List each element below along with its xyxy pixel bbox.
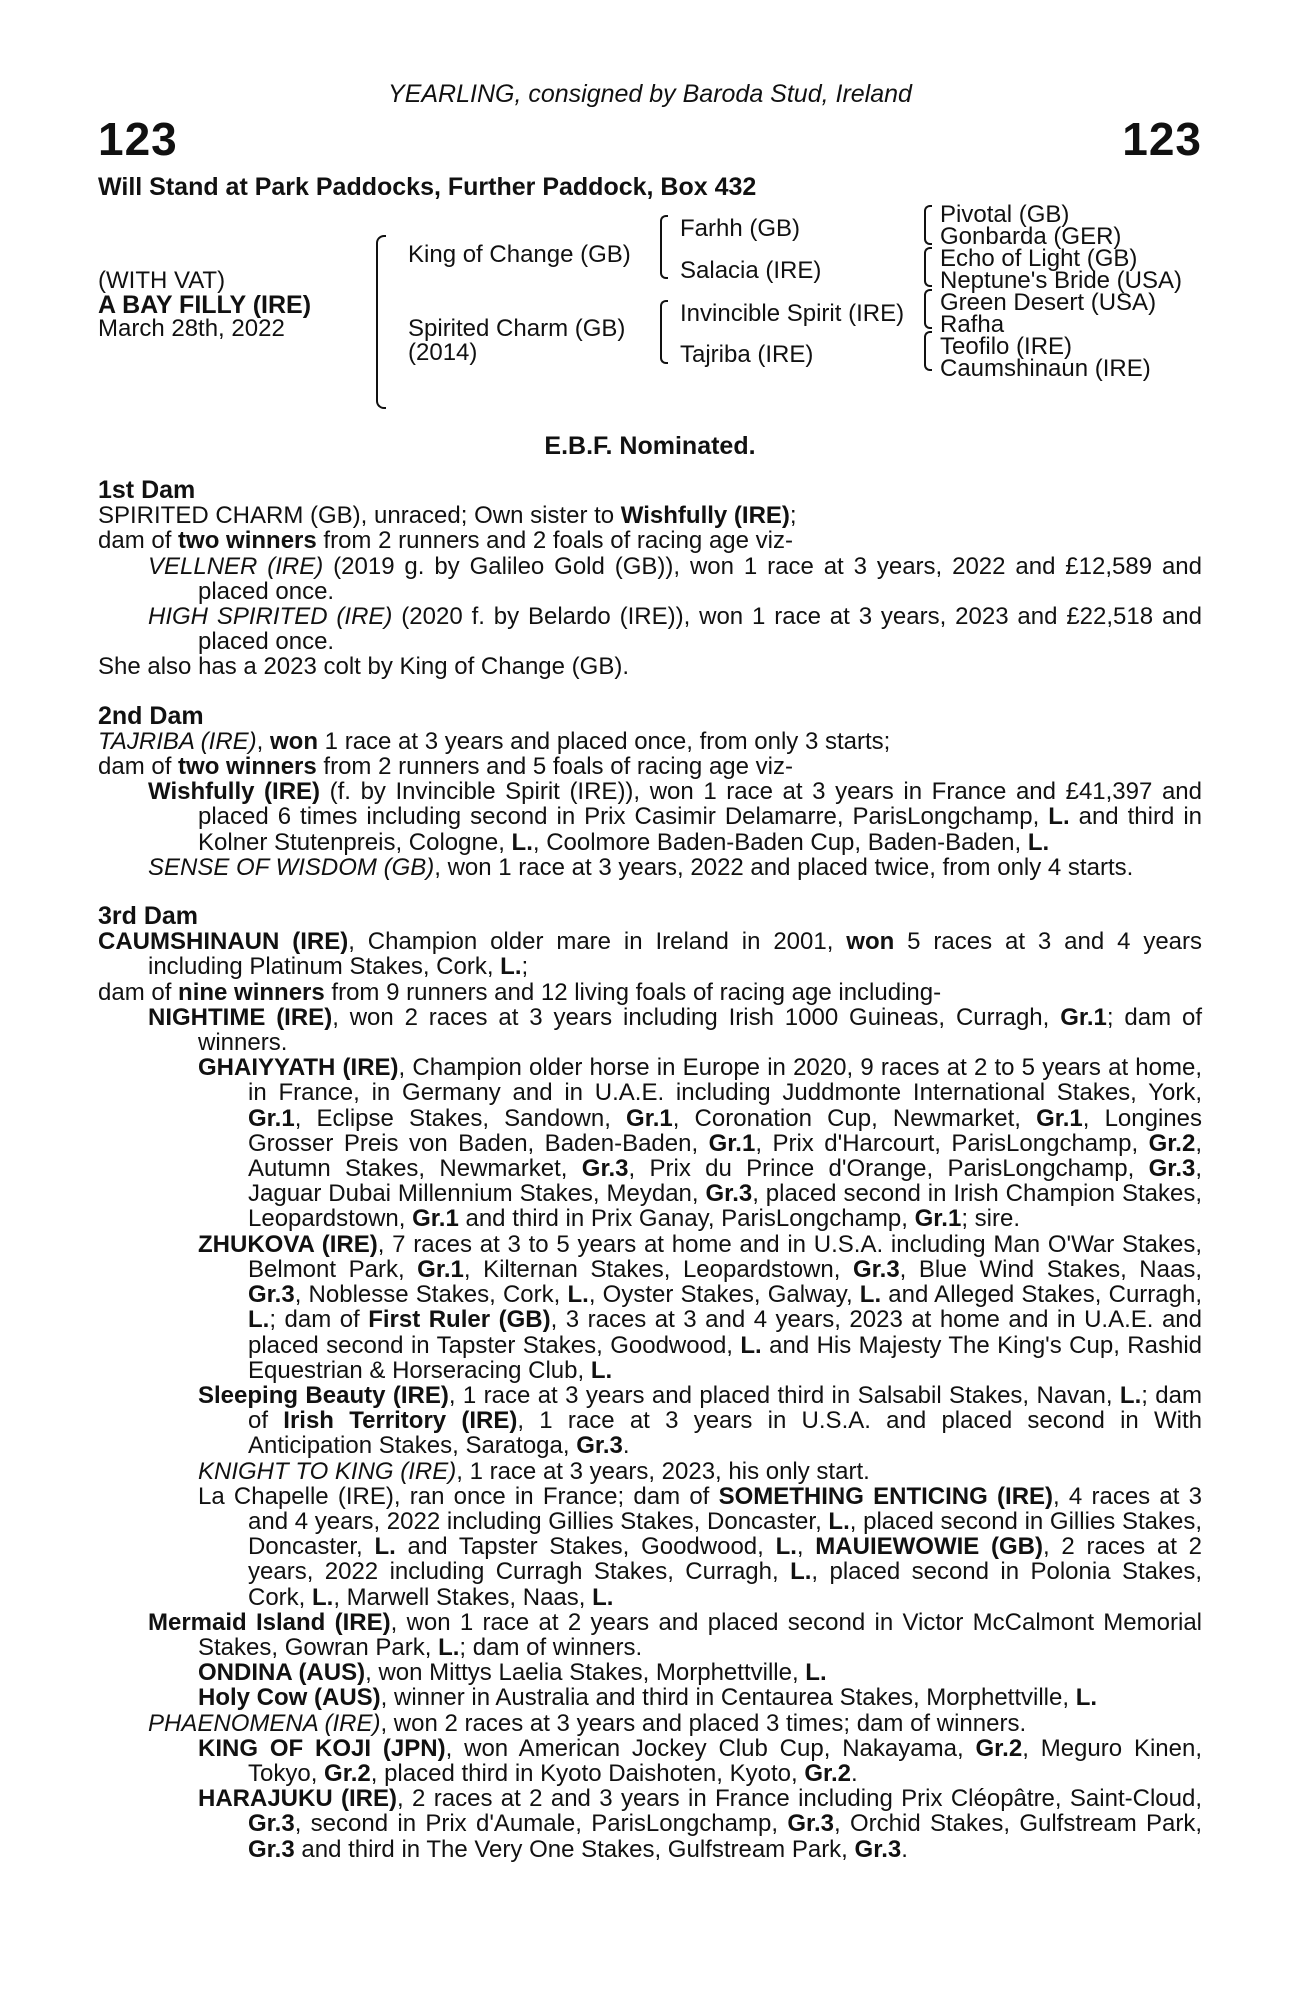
first-dam-produce: dam of two winners from 2 runners and 2 foals of racing age viz- — [98, 527, 793, 555]
brace — [924, 205, 932, 245]
sire-dam-dam: Neptune's Bride (USA) — [940, 267, 1183, 294]
pedigree-table — [98, 201, 1202, 420]
first-dam-heading: 1st Dam — [98, 476, 196, 504]
brace — [376, 235, 386, 409]
brace — [924, 289, 932, 329]
lot-number-right: 123 — [1122, 113, 1202, 165]
produce-entry: PHAENOMENA (IRE), won 2 races at 3 years and placed 3 times; dam of winners. — [148, 1709, 1027, 1737]
dam-sire-sire: Green Desert (USA) — [940, 289, 1157, 316]
produce-entry: SENSE OF WISDOM (GB), won 1 race at 3 years, 2022 and placed twice, from only 4 starts. — [148, 853, 1134, 881]
third-dam-line: CAUMSHINAUN (IRE), Champion older mare in Ireland in 2001, won 5 races at 3 and 4 years including Platinum Stakes, Cork, L.; — [98, 928, 1203, 981]
sire-sire-sire: Pivotal (GB) — [940, 201, 1070, 228]
brace — [660, 300, 668, 364]
dam: Spirited Charm (GB) — [408, 315, 626, 342]
first-dam-also: She also has a 2023 colt by King of Change (GB). — [98, 653, 629, 681]
stand-location: Will Stand at Park Paddocks, Further Paddock, Box 432 — [98, 173, 757, 201]
lot-number-left: 123 — [98, 113, 178, 165]
brace — [924, 247, 932, 287]
produce-entry: ZHUKOVA (IRE), 7 races at 3 to 5 years at home and in U.S.A. including Man O'War Stakes, Belmont Park, Gr.1, Kilternan Stakes, Leopardstown, Gr.3, Blue Wind Stakes, Naas, Gr.3, Noblesse Stakes, Cork, L., Oyster Stakes, Galway, L. and Alleged Stakes, Curragh, L.; dam of First Ruler (GB), 3 races at 3 and 4 years, 2023 at home and in U.A.E. and placed second in Tapster Stakes, Goodwood, L. and His Majesty The King's Cup, Rashid Equestrian & Horseracing Club, L. — [198, 1230, 1202, 1384]
ebf-nominated: E.B.F. Nominated. — [544, 432, 756, 460]
produce-entry: VELLNER (IRE) (2019 g. by Galileo Gold (GB)), won 1 race at 3 years, 2022 and £12,589 and placed once. — [148, 552, 1202, 605]
produce-entry: Wishfully (IRE) (f. by Invincible Spirit (IRE)), won 1 race at 3 years in France and £41,397 and placed 6 times including second in Prix Casimir Delamarre, ParisLongchamp, L. and third in Kolner Stutenpreis, Cologne, L., Coolmore Baden-Baden Cup, Baden-Baden, L. — [148, 778, 1202, 856]
horse-name: A BAY FILLY (IRE) — [98, 291, 312, 319]
produce-entry: KING OF KOJI (JPN), won American Jockey Club Cup, Nakayama, Gr.2, Meguro Kinen, Tokyo, Gr.2, placed third in Kyoto Daishoten, Kyoto, Gr.2. — [198, 1734, 1202, 1787]
produce-entry: NIGHTIME (IRE), won 2 races at 3 years including Irish 1000 Guineas, Curragh, Gr.1; dam of winners. — [148, 1003, 1202, 1057]
produce-entry: Sleeping Beauty (IRE), 1 race at 3 years and placed third in Salsabil Stakes, Navan, L.; dam of Irish Territory (IRE), 1 race at 3 years in U.S.A. and placed second in With Anticipation Stakes, Saratoga, Gr.3. — [198, 1381, 1202, 1460]
dam-dam-dam: Caumshinaun (IRE) — [940, 355, 1151, 382]
produce-entry: GHAIYYATH (IRE), Champion older horse in Europe in 2020, 9 races at 2 to 5 years at home, in France, in Germany and in U.A.E. including Juddmonte International Stakes, York, Gr.1, Eclipse Stakes, Sandown, Gr.1, Coronation Cup, Newmarket, Gr.1, Longines Grosser Preis von Baden, Baden-Baden, Gr.1, Prix d'Harcourt, ParisLongchamp, Gr.2, Autumn Stakes, Newmarket, Gr.3, Prix du Prince d'Orange, ParisLongchamp, Gr.3, Jaguar Dubai Millennium Stakes, Meydan, Gr.3, placed second in Irish Champion Stakes, Leopardstown, Gr.1 and third in Prix Ganay, ParisLongchamp, Gr.1; sire. — [198, 1054, 1203, 1233]
dam-lines — [98, 478, 1202, 1862]
produce-entry: KNIGHT TO KING (IRE), 1 race at 3 years, 2023, his only start. — [198, 1457, 870, 1485]
sire-sire-dam: Gonbarda (GER) — [940, 223, 1122, 250]
dam-year: (2014) — [408, 339, 478, 366]
first-dam-line: SPIRITED CHARM (GB), unraced; Own sister to Wishfully (IRE); — [98, 502, 797, 530]
produce-entry: HARAJUKU (IRE), 2 races at 2 and 3 years in France including Prix Cléopâtre, Saint-Cloud, Gr.3, second in Prix d'Aumale, ParisLongchamp, Gr.3, Orchid Stakes, Gulfstream Park, Gr.3 and third in The Very One Stakes, Gulfstream Park, Gr.3. — [198, 1785, 1203, 1863]
dam-sire: Invincible Spirit (IRE) — [680, 300, 905, 327]
horse-dob: March 28th, 2022 — [98, 315, 285, 342]
dam-dam: Tajriba (IRE) — [680, 341, 814, 368]
sire-dam: Salacia (IRE) — [680, 257, 822, 284]
third-dam-heading: 3rd Dam — [98, 902, 199, 931]
sire: King of Change (GB) — [408, 241, 631, 268]
produce-entry: ONDINA (AUS), won Mittys Laelia Stakes, Morphettville, L. — [198, 1659, 827, 1687]
brace — [924, 331, 932, 371]
second-dam-line: TAJRIBA (IRE), won 1 race at 3 years and placed once, from only 3 starts; — [98, 727, 891, 755]
sire-dam-sire: Echo of Light (GB) — [940, 245, 1138, 272]
produce-entry: La Chapelle (IRE), ran once in France; dam of SOMETHING ENTICING (IRE), 4 races at 3 and 4 years, 2022 including Gillies Stakes, Doncaster, L., placed second in Gillies Stakes, Doncaster, L. and Tapster Stakes, Goodwood, L., MAUIEWOWIE (GB), 2 races at 2 years, 2022 including Curragh Stakes, Curragh, L., placed second in Polonia Stakes, Cork, L., Marwell Stakes, Naas, L. — [198, 1482, 1203, 1611]
sire-sire: Farhh (GB) — [680, 215, 801, 242]
consignment-line: YEARLING, consigned by Baroda Stud, Ireland — [388, 80, 912, 108]
dam-sire-dam: Rafha — [940, 311, 1005, 338]
produce-entry: Mermaid Island (IRE), won 1 race at 2 years and placed second in Victor McCalmont Memorial Stakes, Gowran Park, L.; dam of winners. — [148, 1608, 1202, 1661]
second-dam-heading: 2nd Dam — [98, 701, 204, 730]
dam-dam-sire: Teofilo (IRE) — [940, 333, 1073, 360]
third-dam-produce: dam of nine winners from 9 runners and 12 living foals of racing age including- — [98, 978, 942, 1006]
second-dam-produce: dam of two winners from 2 runners and 5 foals of racing age viz- — [98, 753, 793, 781]
brace — [660, 215, 668, 279]
produce-entry: Holy Cow (AUS), winner in Australia and third in Centaurea Stakes, Morphettville, L. — [198, 1684, 1098, 1712]
vat-label: (WITH VAT) — [98, 267, 226, 294]
produce-entry: HIGH SPIRITED (IRE) (2020 f. by Belardo (IRE)), won 1 race at 3 years, 2023 and £22,518 and placed once. — [148, 603, 1202, 656]
